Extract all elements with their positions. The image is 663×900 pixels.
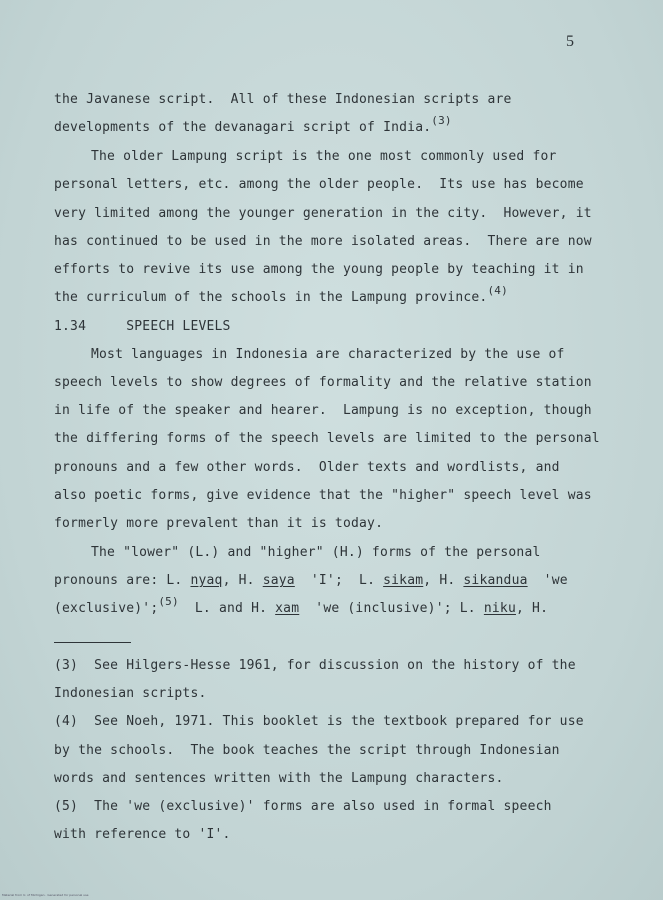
footnote-line: with reference to 'I'. — [54, 827, 231, 842]
body-line: has continued to be used in the more isolated areas. There are now — [54, 234, 592, 249]
example-word: niku — [483, 601, 516, 616]
body-line: the curriculum of the schools in the Lampung province.$^{(4)}$ — [54, 284, 508, 305]
example-word: sikandua — [463, 573, 528, 588]
example-word: saya — [262, 573, 295, 588]
section-heading: 1.34 SPEECH LEVELS — [54, 319, 231, 334]
footnote-line: by the schools. The book teaches the script through Indonesian — [54, 743, 560, 758]
footnote-line: Indonesian scripts. — [54, 686, 207, 701]
body-line: speech levels to show degrees of formality and the relative station — [54, 375, 592, 390]
footnote-line: (5) The 'we (exclusive)' forms are also used in formal speech — [54, 799, 552, 814]
body-line: Most languages in Indonesia are characterized by the use of — [91, 347, 565, 362]
page-number: 5 — [566, 33, 574, 50]
body-line: also poetic forms, give evidence that the "higher" speech level was — [54, 488, 592, 503]
footnote-line: (4) See Noeh, 1971. This booklet is the textbook prepared for use — [54, 714, 584, 729]
body-line: the differing forms of the speech levels are limited to the personal — [54, 431, 600, 446]
example-word: sikam — [383, 573, 424, 588]
body-line: efforts to revive its use among the young people by teaching it in — [54, 262, 584, 277]
footnote-divider — [54, 642, 131, 643]
body-line: pronouns and a few other words. Older texts and wordlists, and — [54, 460, 560, 475]
example-word: xam — [275, 601, 300, 616]
footnote-line: (3) See Hilgers-Hesse 1961, for discussion on the history of the — [54, 658, 576, 673]
body-line: developments of the devanagari script of India.$^{(3)}$ — [54, 114, 452, 135]
body-line: formerly more prevalent than it is today. — [54, 516, 384, 531]
body-line: the Javanese script. All of these Indonesian scripts are — [54, 92, 512, 107]
footnote-ref: (3) — [431, 114, 452, 127]
body-line: The older Lampung script is the one most commonly used for — [91, 149, 557, 164]
scan-footer: Material from U. of Michigan · Generated for personal use — [2, 893, 89, 897]
footnote-ref: (5) — [158, 595, 179, 608]
body-line: pronouns are: L. nyaq, H. saya 'I'; L. sikam, H. sikandua 'we — [54, 573, 568, 588]
footnote-ref: (4) — [487, 284, 508, 297]
body-line: The "lower" (L.) and "higher" (H.) forms of the personal — [91, 545, 541, 560]
body-line: personal letters, etc. among the older people. Its use has become — [54, 177, 584, 192]
body-line: very limited among the younger generation in the city. However, it — [54, 206, 592, 221]
body-line: (exclusive)';$^{(5)}$ L. and H. xam 'we (inclusive)'; L. niku, H. — [54, 595, 549, 616]
footnote-line: words and sentences written with the Lampung characters. — [54, 771, 504, 786]
body-line: in life of the speaker and hearer. Lampung is no exception, though — [54, 403, 592, 418]
example-word: nyaq — [190, 573, 223, 588]
